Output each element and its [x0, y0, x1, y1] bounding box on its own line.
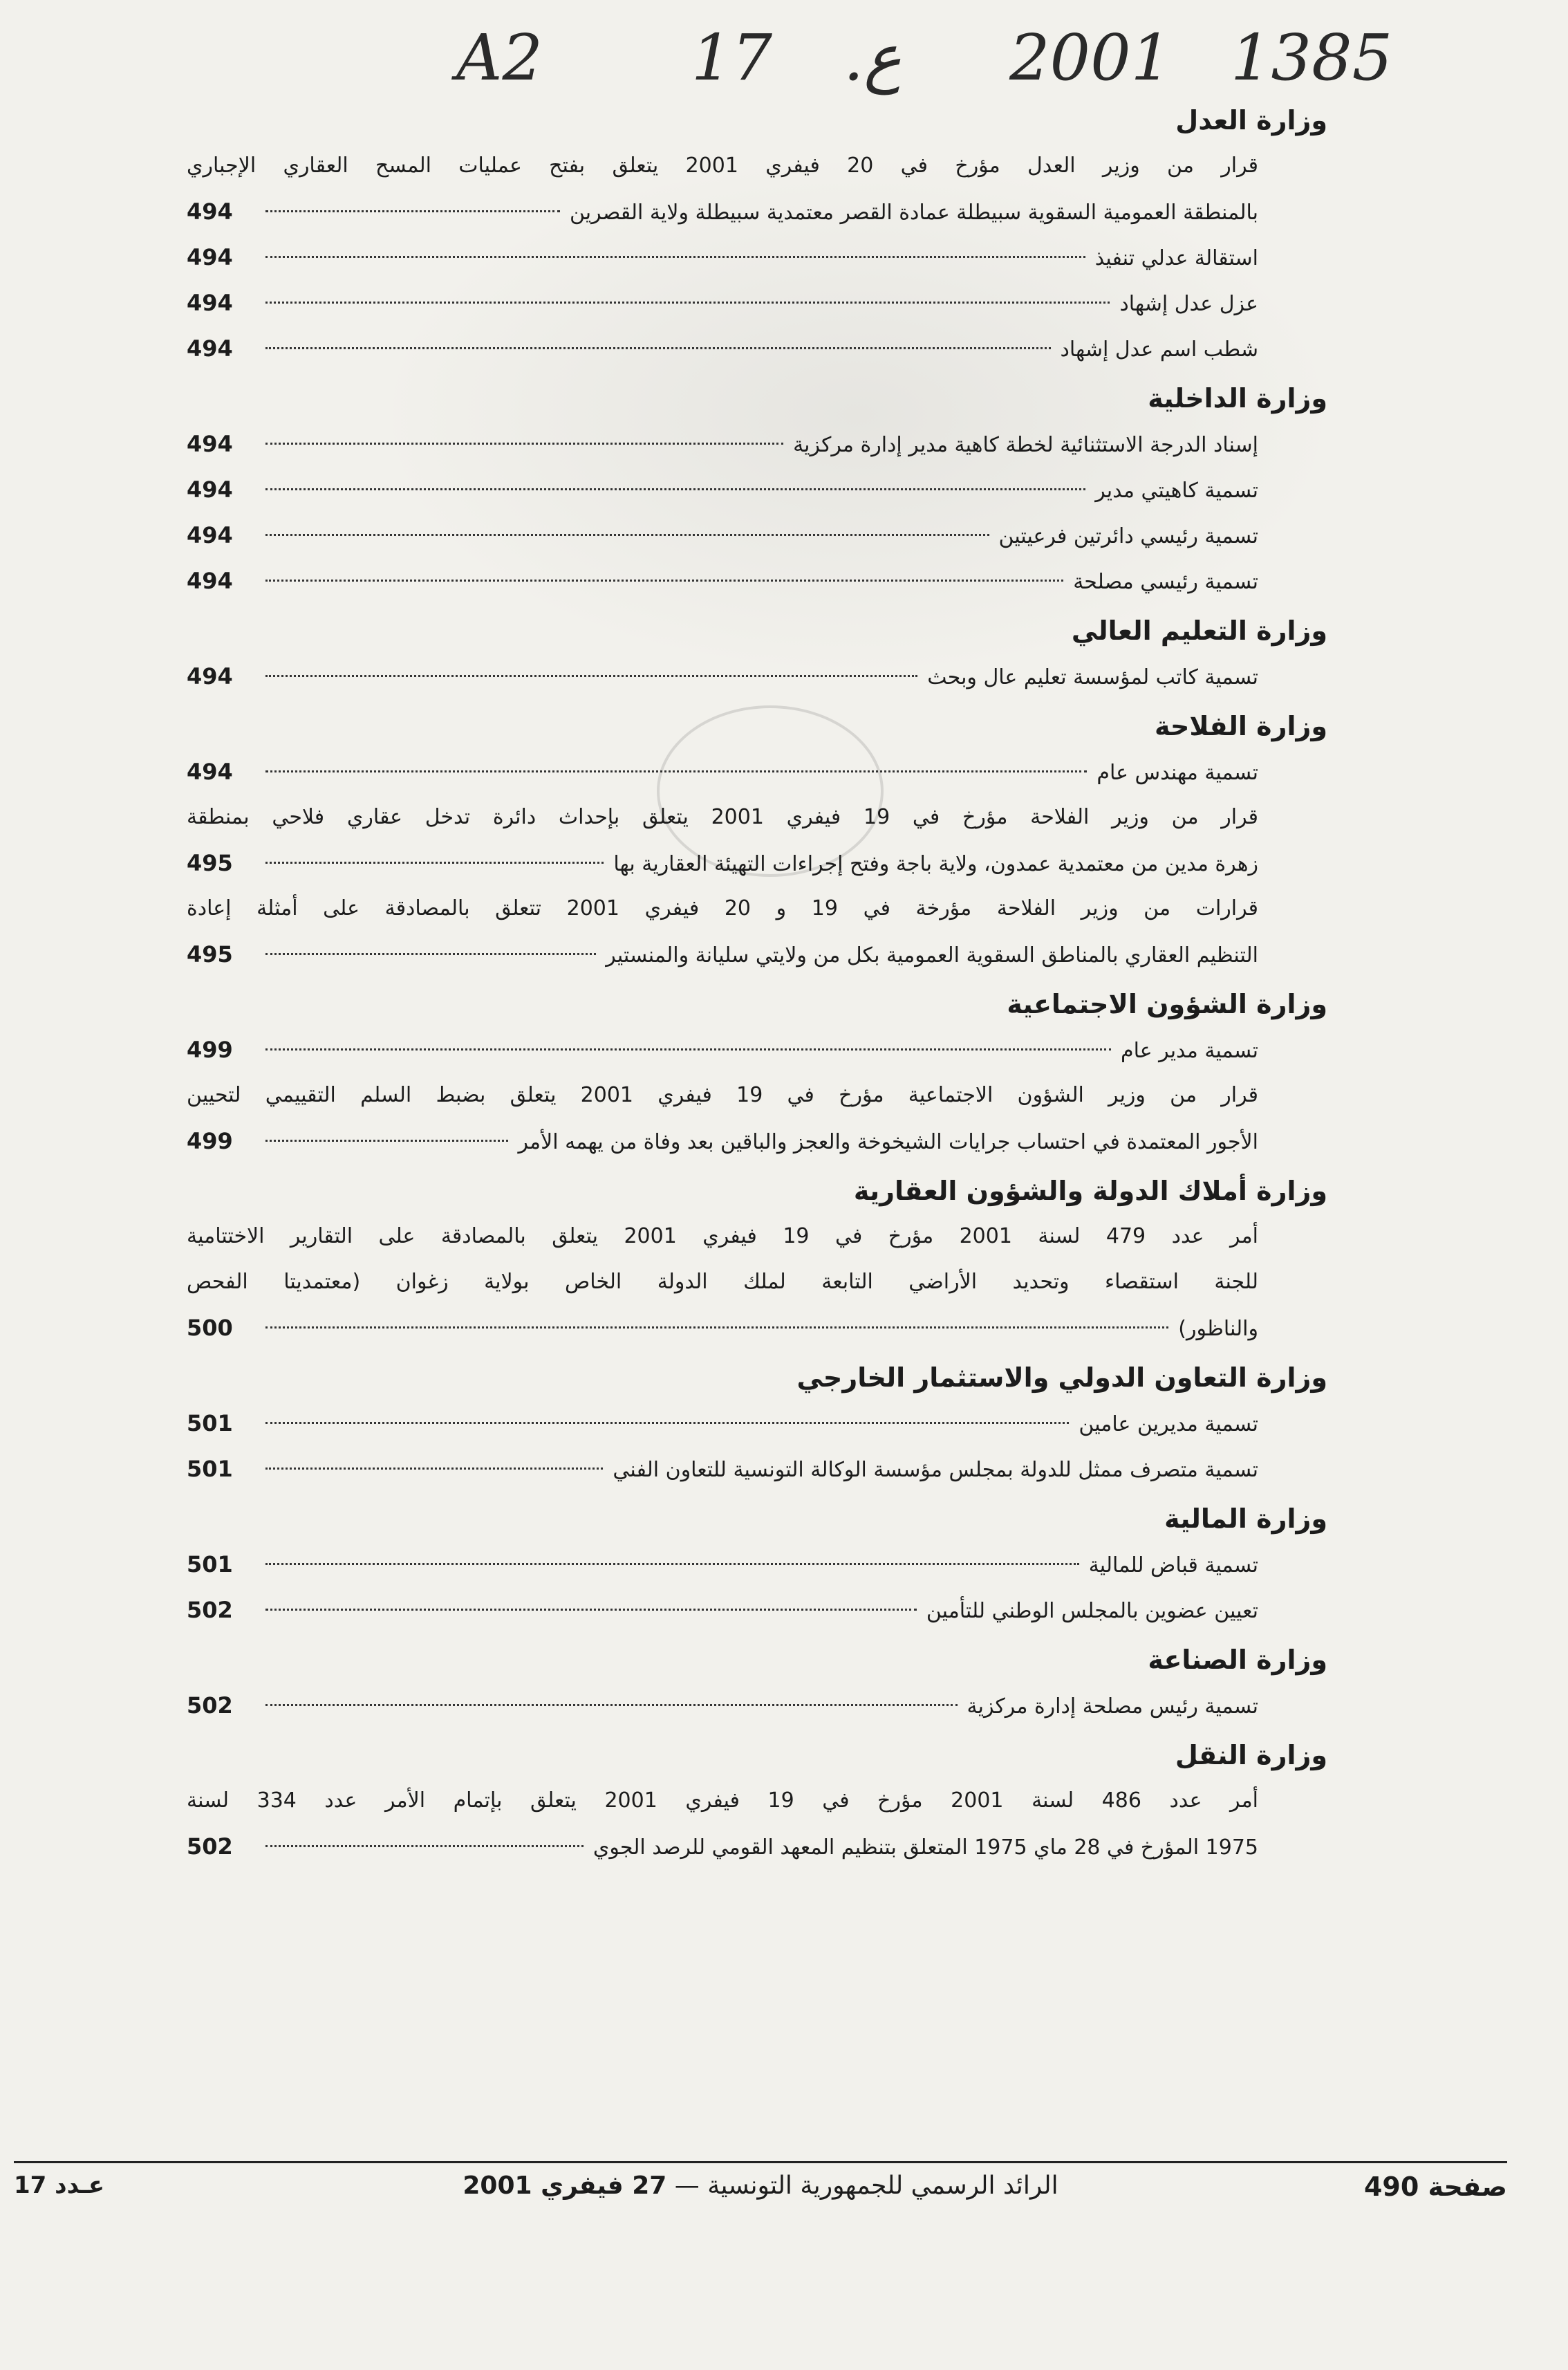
dot-leader: [265, 256, 1085, 258]
handwritten-note: A2: [456, 21, 543, 95]
dot-leader: [265, 1326, 1168, 1329]
dot-leader: [265, 862, 604, 864]
ministry-heading: وزارة المالية: [1164, 1503, 1327, 1534]
entry-text-line: الأجور المعتمدة في احتساب جرايات الشيخوخة والعجز والباقين بعد وفاة من يهمه الأمر: [518, 1130, 1258, 1154]
entry-text-line: قرار من وزير العدل مؤرخ في 20 فيفري 2001 يتعلق بفتح عمليات المسح العقاري الإجباري: [187, 154, 1258, 178]
entry-page-number: 501: [187, 1456, 233, 1482]
dot-leader: [265, 443, 783, 445]
entry-text-line: تسمية رئيس مصلحة إدارة مركزية: [967, 1694, 1258, 1719]
dot-leader: [265, 1422, 1069, 1424]
page-footer: [14, 2172, 1507, 2220]
ministry-heading: وزارة الصناعة: [1148, 1645, 1327, 1675]
ministry-heading: وزارة الداخلية: [1148, 383, 1327, 414]
toc-entry: [187, 1683, 1258, 1728]
dot-leader: [265, 1048, 1111, 1050]
entry-text-line: استقالة عدلي تنفيذ: [1094, 246, 1258, 270]
toc-entry: [187, 234, 1258, 280]
ministry-heading: وزارة الفلاحة: [1155, 711, 1327, 741]
entry-page-number: 494: [187, 335, 233, 362]
entry-page-number: 495: [187, 941, 233, 968]
entry-text-line: 1975 المؤرخ في 28 ماي 1975 المتعلق بتنظيم المعهد القومي للرصد الجوي: [592, 1835, 1258, 1860]
toc-entry: [187, 654, 1258, 699]
dot-leader: [265, 1140, 508, 1142]
dot-leader: [265, 1563, 1079, 1565]
entry-text-line: زهرة مدين من معتمدية عمدون، ولاية باجة وفتح إجراءات التهيئة العقارية بها: [613, 852, 1258, 876]
entry-page-number: 499: [187, 1037, 233, 1063]
toc-entry: [187, 143, 1258, 234]
toc-entry: [187, 1214, 1258, 1351]
entry-page-number: 494: [187, 431, 233, 457]
handwritten-note: 1385: [1231, 21, 1393, 95]
toc-entry: [187, 1446, 1258, 1492]
entry-text-line: عزل عدل إشهاد: [1119, 292, 1258, 316]
toc-entry: [187, 1587, 1258, 1633]
entry-text-line: تسمية رئيسي دائرتين فرعيتين: [998, 524, 1258, 548]
toc-entry: [187, 1778, 1258, 1869]
entry-text-line: أمر عدد 479 لسنة 2001 مؤرخ في 19 فيفري 2001 يتعلق بالمصادقة على التقارير الاختتامية: [187, 1224, 1258, 1248]
footer-rule: [14, 2161, 1507, 2163]
toc-entry: [187, 749, 1258, 795]
page-number: صفحة 490: [1363, 2172, 1507, 2202]
entry-page-number: 494: [187, 244, 233, 270]
entry-page-number: 502: [187, 1597, 233, 1623]
entry-page-number: 494: [187, 198, 233, 225]
dot-leader: [265, 770, 1087, 772]
dot-leader: [265, 1704, 958, 1706]
entry-page-number: 501: [187, 1551, 233, 1577]
ministry-heading: وزارة التعاون الدولي والاستثمار الخارجي: [796, 1362, 1327, 1393]
entry-page-number: 499: [187, 1128, 233, 1154]
entry-text-line: التنظيم العقاري بالمناطق السقوية العمومية بكل من ولايتي سليانة والمنستير: [606, 943, 1258, 968]
toc-entry: [187, 1400, 1258, 1446]
issue-number: عـدد 17: [14, 2172, 105, 2199]
toc-entry: [187, 421, 1258, 467]
dot-leader: [265, 580, 1063, 582]
toc-entry: [187, 467, 1258, 512]
entry-text-line: قرارات من وزير الفلاحة مؤرخة في 19 و 20 فيفري 2001 تتعلق بالمصادقة على أمثلة إعادة: [187, 896, 1258, 920]
entry-text-line: تعيين عضوين بالمجلس الوطني للتأمين: [926, 1599, 1258, 1623]
entry-page-number: 494: [187, 522, 233, 548]
handwritten-note: 17: [691, 21, 773, 95]
toc-entry: [187, 1027, 1258, 1073]
dot-leader: [265, 488, 1085, 490]
entry-page-number: 494: [187, 290, 233, 316]
toc-entry: [187, 558, 1258, 604]
entry-text-line: قرار من وزير الفلاحة مؤرخ في 19 فيفري 2001 يتعلق بإحداث دائرة تدخل عقاري فلاحي بمنطقة: [187, 805, 1258, 829]
entry-text-line: تسمية قباض للمالية: [1088, 1553, 1258, 1577]
entry-page-number: 501: [187, 1410, 233, 1436]
entry-text-line: والناظور): [1178, 1317, 1258, 1341]
toc-entry: [187, 795, 1258, 886]
ministry-heading: وزارة الشؤون الاجتماعية: [1007, 989, 1327, 1019]
toc-entry: [187, 326, 1258, 371]
ministry-heading: وزارة النقل: [1175, 1740, 1327, 1770]
entry-page-number: 494: [187, 568, 233, 594]
publication-line: [14, 2172, 1507, 2200]
dot-leader: [265, 1609, 917, 1611]
toc-entry: [187, 512, 1258, 558]
entry-text-line: للجنة استقصاء وتحديد الأراضي التابعة لملك الدولة الخاص بولاية زغوان (معتمديتا الفحص: [187, 1270, 1258, 1294]
entry-text-line: تسمية مدير عام: [1121, 1039, 1258, 1063]
dot-leader: [265, 347, 1051, 349]
ministry-heading: وزارة أملاك الدولة والشؤون العقارية: [853, 1176, 1327, 1206]
entry-page-number: 495: [187, 850, 233, 876]
entry-page-number: 502: [187, 1692, 233, 1719]
toc-entry: [187, 1073, 1258, 1164]
entry-page-number: 502: [187, 1833, 233, 1860]
handwritten-note: 2001: [1009, 21, 1172, 95]
dot-leader: [265, 675, 917, 677]
publication-date: 27 فيفري 2001: [463, 2172, 667, 2200]
ministry-heading: وزارة التعليم العالي: [1071, 615, 1327, 646]
dot-leader: [265, 210, 560, 212]
toc-entry: [187, 886, 1258, 977]
entry-page-number: 494: [187, 663, 233, 689]
dot-leader: [265, 953, 596, 955]
dot-leader: [265, 302, 1110, 304]
table-of-contents: [187, 93, 1327, 1869]
entry-page-number: 500: [187, 1315, 233, 1341]
entry-text-line: شطب اسم عدل إشهاد: [1060, 337, 1258, 362]
publication-name: الرائد الرسمي للجمهورية التونسية —: [674, 2172, 1058, 2200]
dot-leader: [265, 1845, 584, 1847]
entry-text-line: بالمنطقة العمومية السقوية سبيطلة عمادة القصر معتمدية سبيطلة ولاية القصرين: [569, 201, 1258, 225]
toc-entry: [187, 280, 1258, 326]
entry-text-line: قرار من وزير الشؤون الاجتماعية مؤرخ في 19 فيفري 2001 يتعلق بضبط السلم التقييمي لتحيين: [187, 1083, 1258, 1107]
toc-entry: [187, 1542, 1258, 1587]
entry-text-line: أمر عدد 486 لسنة 2001 مؤرخ في 19 فيفري 2001 يتعلق بإتمام الأمر عدد 334 لسنة: [187, 1788, 1259, 1813]
entry-text-line: تسمية رئيسي مصلحة: [1073, 570, 1258, 594]
entry-text-line: تسمية متصرف ممثل للدولة بمجلس مؤسسة الوكالة التونسية للتعاون الفني: [613, 1458, 1258, 1482]
entry-page-number: 494: [187, 759, 233, 785]
entry-text-line: إسناد الدرجة الاستثنائية لخطة كاهية مدير إدارة مركزية: [793, 433, 1258, 457]
entry-page-number: 494: [187, 476, 233, 503]
ministry-heading: وزارة العدل: [1175, 105, 1327, 136]
dot-leader: [265, 1468, 603, 1470]
dot-leader: [265, 534, 989, 536]
entry-text-line: تسمية كاتب لمؤسسة تعليم عال وبحث: [927, 665, 1258, 689]
handwritten-note: .ع: [843, 21, 902, 95]
entry-text-line: تسمية مهندس عام: [1096, 761, 1258, 785]
entry-text-line: تسمية كاهيتي مدير: [1095, 479, 1258, 503]
entry-text-line: تسمية مديرين عامين: [1079, 1412, 1258, 1436]
